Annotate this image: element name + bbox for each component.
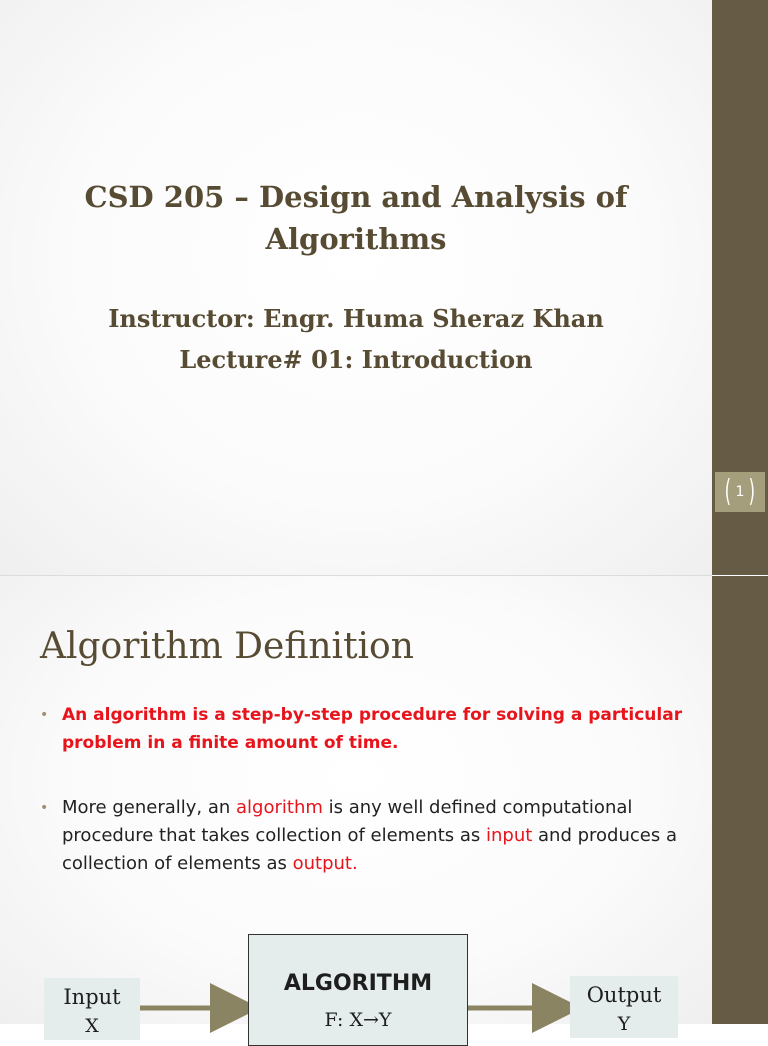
algorithm-box [248, 934, 468, 1046]
title-line-2: Algorithms [265, 222, 447, 256]
input-box [44, 978, 140, 1040]
right-bracket-icon: ) [749, 474, 756, 509]
highlight-output: output. [292, 853, 358, 874]
instructor-line: Instructor: Engr. Huma Sheraz Khan [108, 304, 604, 333]
highlight-algorithm: algorithm [236, 797, 323, 818]
bullet-dot-icon: • [40, 800, 49, 816]
lecture-line: Lecture# 01: Introduction [179, 345, 533, 374]
algorithm-label: ALGORITHM [283, 971, 433, 996]
slide-title [40, 176, 672, 260]
page-number-badge [715, 472, 765, 512]
page-number: 1 [735, 484, 745, 500]
slide-sidebar [712, 576, 768, 1024]
input-variable: X [85, 1015, 99, 1037]
output-label: Output [586, 983, 662, 1007]
title-line-1: CSD 205 – Design and Analysis of [84, 180, 628, 214]
algorithm-formula: F: X→Y [324, 1009, 392, 1031]
slide-heading: Algorithm Definition [40, 626, 414, 667]
highlight-input: input [485, 825, 533, 846]
bullet-dot-icon: • [40, 707, 49, 723]
output-box [570, 976, 678, 1038]
text-run: and produces a collection of elements as [62, 825, 677, 874]
slide-2 [0, 576, 768, 1037]
slide-subtitle [40, 298, 672, 380]
bullet-definition-text: An algorithm is a step-by-step procedure for solving a particular problem in a finite amount of time. [62, 705, 683, 753]
text-run: is any well defined computational procedure that takes collection of elements as [62, 797, 633, 846]
text-run: More generally, an [62, 797, 237, 818]
left-bracket-icon: ( [724, 474, 731, 509]
output-variable: Y [617, 1013, 631, 1035]
input-label: Input [63, 985, 121, 1009]
